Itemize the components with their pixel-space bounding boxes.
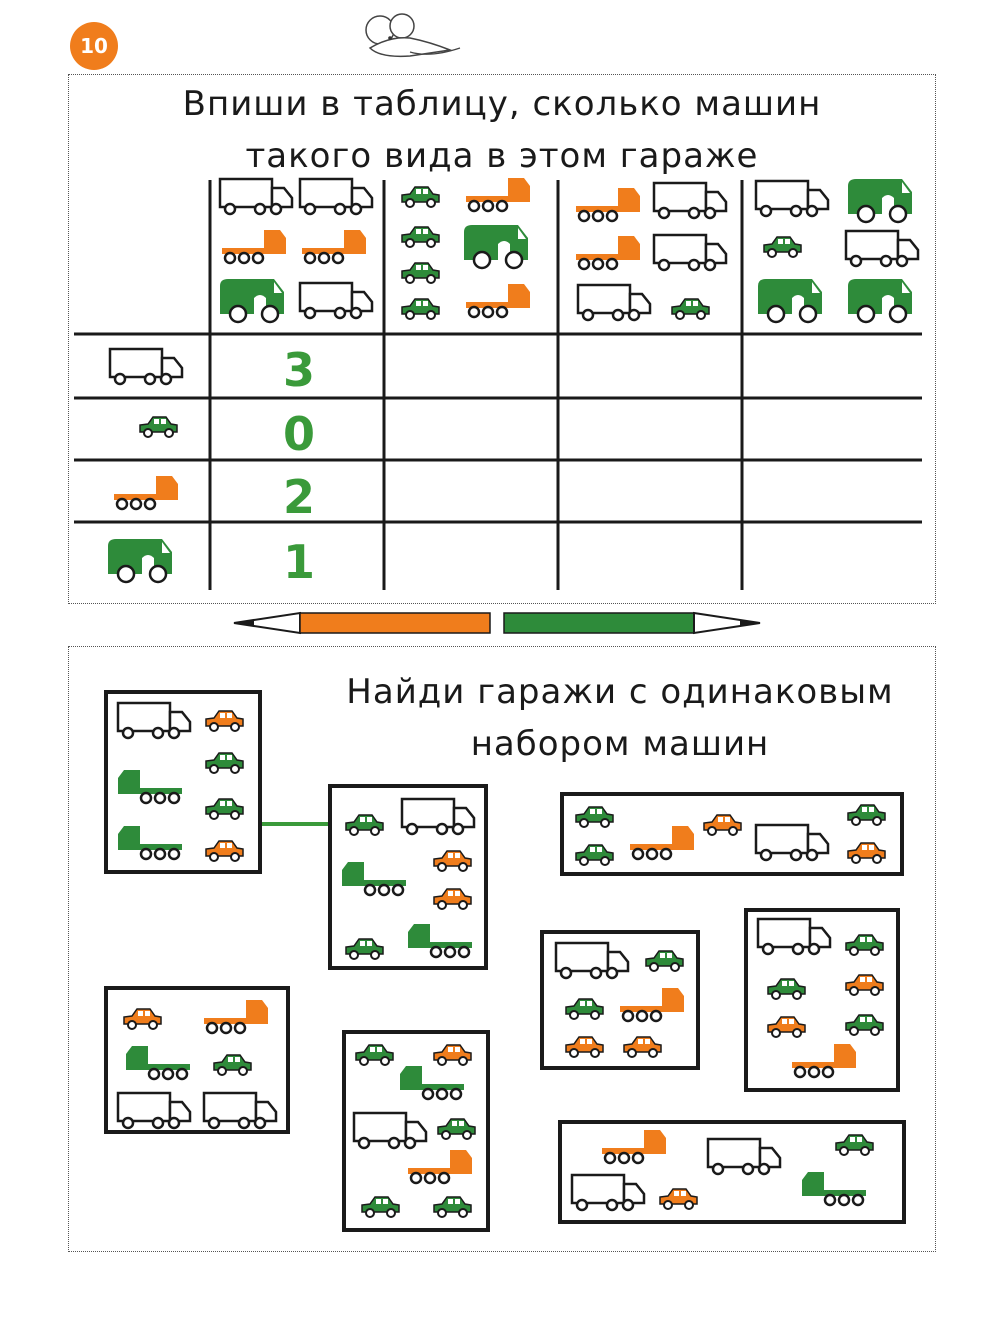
truck-icon <box>842 228 922 268</box>
bus-icon <box>844 176 916 224</box>
row-truck-icon <box>106 346 186 386</box>
task2-title-line1: Найди гаражи с одинаковым <box>346 672 894 712</box>
car-icon <box>430 884 474 910</box>
tow-truck-icon <box>574 232 644 272</box>
bus-icon <box>754 276 826 324</box>
truck-icon <box>568 1172 648 1212</box>
car-icon <box>562 994 606 1020</box>
car-icon <box>120 1004 164 1030</box>
car-icon <box>842 970 886 996</box>
tow-truck-icon <box>338 858 408 898</box>
tow-truck-icon <box>406 1146 476 1186</box>
car-icon <box>342 934 386 960</box>
truck-icon <box>650 232 730 272</box>
tow-truck-icon <box>122 1042 192 1082</box>
car-icon <box>398 222 442 248</box>
truck-icon <box>114 700 194 740</box>
car-icon <box>202 794 246 820</box>
answer-tow-trucks[interactable]: 2 <box>282 470 315 524</box>
match-line <box>260 822 332 826</box>
car-icon <box>620 1032 664 1058</box>
car-icon <box>398 182 442 208</box>
car-icon <box>764 1012 808 1038</box>
car-icon <box>842 1010 886 1036</box>
car-icon <box>430 1192 474 1218</box>
car-icon <box>760 232 804 258</box>
tow-truck-icon <box>798 1168 868 1208</box>
truck-icon <box>296 176 376 216</box>
truck-icon <box>704 1136 784 1176</box>
tow-truck-icon <box>628 822 698 862</box>
car-icon <box>572 840 616 866</box>
bus-icon <box>216 276 288 324</box>
car-icon <box>430 846 474 872</box>
page-number <box>70 22 118 70</box>
tow-truck-icon <box>464 280 534 320</box>
tow-truck-icon <box>114 766 184 806</box>
tow-truck-icon <box>300 226 370 266</box>
car-icon <box>668 294 712 320</box>
truck-icon <box>574 282 654 322</box>
tow-truck-icon <box>396 1062 466 1102</box>
truck-icon <box>650 180 730 220</box>
task1-title-line1: Впиши в таблицу, сколько машин <box>182 84 822 124</box>
truck-icon <box>350 1110 430 1150</box>
car-icon <box>352 1040 396 1066</box>
truck-icon <box>552 940 632 980</box>
bus-icon <box>844 276 916 324</box>
truck-icon <box>398 796 478 836</box>
mouse-illustration <box>350 8 470 68</box>
row-tow-truck-icon <box>112 472 182 512</box>
answer-cars[interactable]: 0 <box>282 407 315 461</box>
car-icon <box>572 802 616 828</box>
truck-icon <box>752 822 832 862</box>
tow-truck-icon <box>202 996 272 1036</box>
tow-truck-icon <box>404 920 474 960</box>
truck-icon <box>216 176 296 216</box>
tow-truck-icon <box>790 1040 860 1080</box>
car-icon <box>202 836 246 862</box>
car-icon <box>398 294 442 320</box>
car-icon <box>562 1032 606 1058</box>
car-icon <box>434 1114 478 1140</box>
car-icon <box>342 810 386 836</box>
tow-truck-icon <box>220 226 290 266</box>
truck-icon <box>200 1090 280 1130</box>
tow-truck-icon <box>574 184 644 224</box>
car-icon <box>656 1184 700 1210</box>
bus-icon <box>460 222 532 270</box>
truck-icon <box>754 916 834 956</box>
tow-truck-icon <box>600 1126 670 1166</box>
car-icon <box>700 810 744 836</box>
car-icon <box>642 946 686 972</box>
car-icon <box>832 1130 876 1156</box>
page-number-text: 10 <box>80 34 108 58</box>
row-car-icon <box>136 412 180 438</box>
row-bus-icon <box>104 536 176 584</box>
car-icon <box>764 974 808 1000</box>
car-icon <box>202 706 246 732</box>
tow-truck-icon <box>114 822 184 862</box>
pencils-divider <box>230 608 770 638</box>
car-icon <box>202 748 246 774</box>
car-icon <box>358 1192 402 1218</box>
truck-icon <box>752 178 832 218</box>
answer-buses[interactable]: 1 <box>282 535 315 589</box>
task1-title-line2: такого вида в этом гараже <box>245 136 759 176</box>
car-icon <box>844 800 888 826</box>
car-icon <box>842 930 886 956</box>
tow-truck-icon <box>464 174 534 214</box>
car-icon <box>398 258 442 284</box>
truck-icon <box>296 280 376 320</box>
car-icon <box>844 838 888 864</box>
answer-trucks[interactable]: 3 <box>282 343 315 397</box>
tow-truck-icon <box>618 984 688 1024</box>
truck-icon <box>114 1090 194 1130</box>
car-icon <box>210 1050 254 1076</box>
task2-title-line2: набором машин <box>470 724 770 764</box>
